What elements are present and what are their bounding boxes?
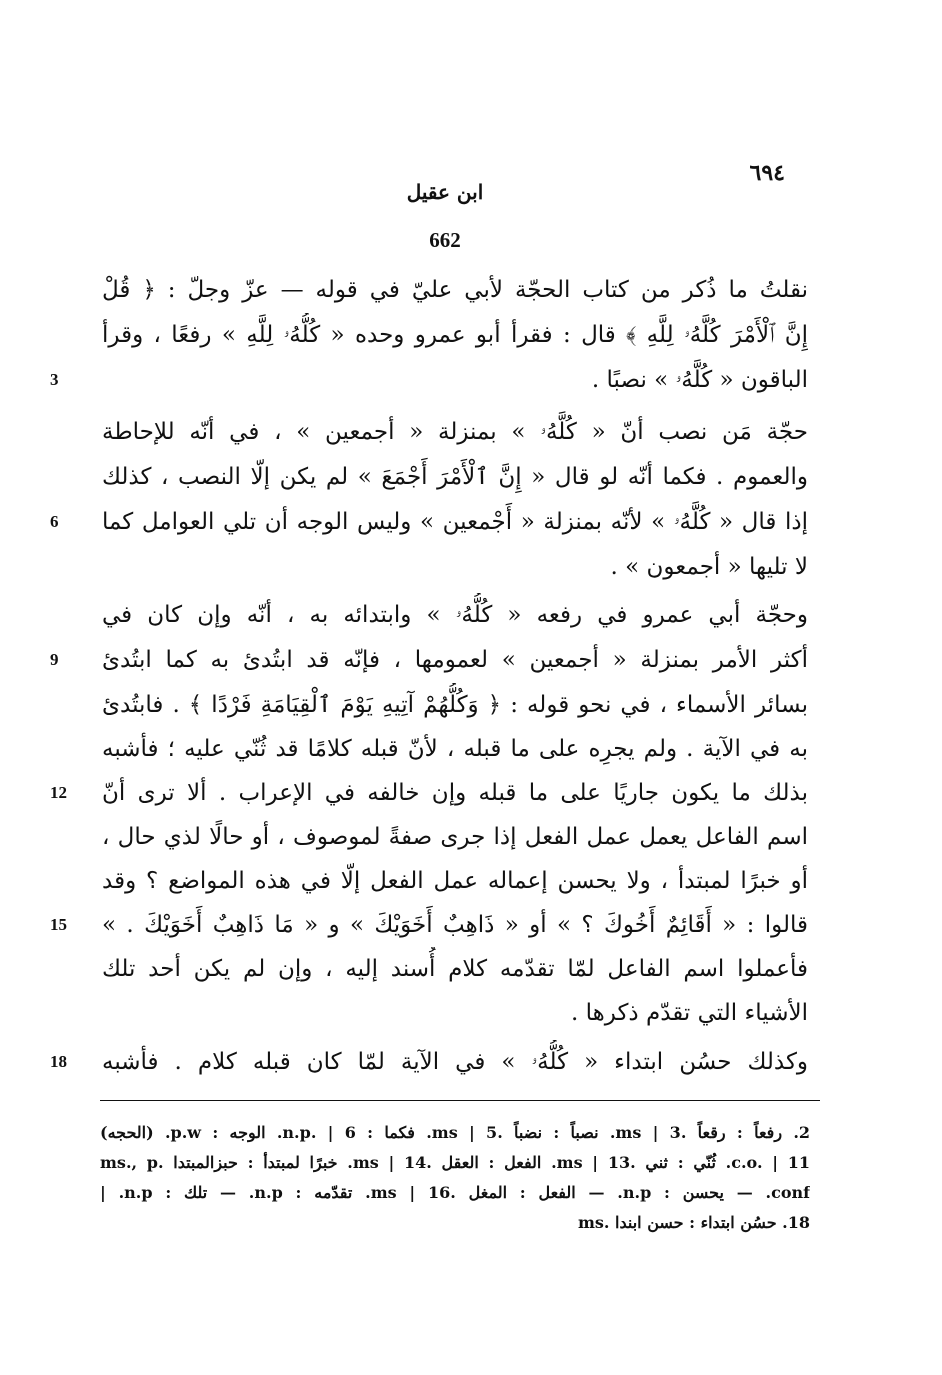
running-title: ابن عقيل [406, 180, 484, 204]
text-line: قالوا : « أَقَائِمٌ أَخُوكَ ؟ » أو « ذَاهِبٌ أَخَوَيْكَ » و « مَا ذَاهِبٌ أَخَوَيْكَ . » [102, 912, 808, 938]
text-line: وحجّة أبي عمرو في رفعه « كُلُّهُۥ » وابتدائه به ، أنّه وإن كان في [102, 602, 808, 628]
entry-number: 662 [429, 228, 461, 252]
footnote-line: 18. حسُن ابتداء : حسن ابندا .ms [577, 1213, 810, 1232]
text-line: أو خبرًا لمبتدأ ، ولا يحسن إعماله عمل الفعل إلّا في هذه المواضع ؟ وقد [102, 868, 808, 894]
line-number: 15 [50, 915, 67, 934]
footnote-line: conf. — يحسن : n.p. — الفعل : المغل .ms | 16. تقدّمه : n.p. — تلك : n.p. | [100, 1183, 810, 1202]
footnote-line: 2. رفعاً : رقعاً .ms | 3. نصباً : نضباً .ms | 5. فكما : n.p. | 6. الوجه : p.w. (الحجه) [100, 1123, 810, 1142]
line-number: 3 [50, 370, 59, 389]
line-number: 9 [50, 650, 59, 669]
footnote-rule [100, 1100, 820, 1101]
text-line: إِنَّ ٱلْأَمْرَ كُلَّهُۥ لِلَّهِ ﴾ قال : فقرأ أبو عمرو وحده « كُلُّهُۥ لِلَّهِ » رفعًا ، وقرأ [102, 322, 808, 348]
text-line: وكذلك حسُن ابتداء « كُلُّهُۥ » في الآية لمّا كان قبله كلام . فأشبه [102, 1049, 808, 1075]
text-line: به في الآية . ولم يجرِه على ما قبله ، لأنّ قبله كلامًا قد ثُنّي عليه ؛ فأشبه [102, 736, 808, 762]
footnote-line: c.o. | 11. ثُنّي : ثني .ms | 13. الفعل : العقل .ms | 14. خبرًا لمبتدأ : حبزالمبتدا .ms., p [100, 1153, 810, 1172]
text-line: بذلك ما يكون جاريًا على ما قبله وإن خالفه في الإعراب . ألا ترى أنّ [102, 780, 808, 806]
text-line: اسم الفاعل يعمل عمل الفعل إذا جرى صفةً لموصوف ، أو حالًا لذي حال ، [102, 824, 808, 850]
page-number: ٦٩٤ [749, 160, 785, 186]
line-number: 6 [50, 512, 59, 531]
text-line: الأشياء التي تقدّم ذكرها . [571, 1000, 808, 1026]
text-line: والعموم . فكما أنّه لو قال « إِنَّ ٱلْأَمْرَ أَجْمَعَ » لم يكن إلّا النصب ، كذلك [102, 464, 808, 490]
line-number: 12 [50, 783, 67, 802]
line-number: 18 [50, 1052, 67, 1071]
text-line: لا تليها « أجمعون » . [610, 554, 808, 580]
text-line: الباقون « كُلَّهُۥ » نصبًا . [591, 367, 808, 393]
text-line: بسائر الأسماء ، في نحو قوله : ﴿ وَكُلُّهُمْ آتِيهِ يَوْمَ ٱلْقِيَامَةِ فَرْدًا ﴾ . فابتُدئ [102, 692, 808, 718]
text-line: حجّة مَن نصب أنّ « كُلَّهُۥ » بمنزلة « أجمعين » ، في أنّه للإحاطة [102, 419, 808, 445]
text-line: فأعملوا اسم الفاعل لمّا تقدّمه كلام أُسند إليه ، وإن لم يكن أحد تلك [102, 956, 808, 982]
text-line: إذا قال « كُلَّهُۥ » لأنّه بمنزلة « أَجْمعين » وليس الوجه أن تلي العوامل كما [102, 509, 808, 535]
text-line: نقلتُ ما ذُكر من كتاب الحجّة لأبي عليّ في قوله — عزّ وجلّ : ﴿ قُلْ [102, 277, 808, 303]
text-line: أكثر الأمر بمنزلة « أجمعين » لعمومها ، فإنّه قد ابتُدئ به كما ابتُدئ [102, 647, 808, 673]
